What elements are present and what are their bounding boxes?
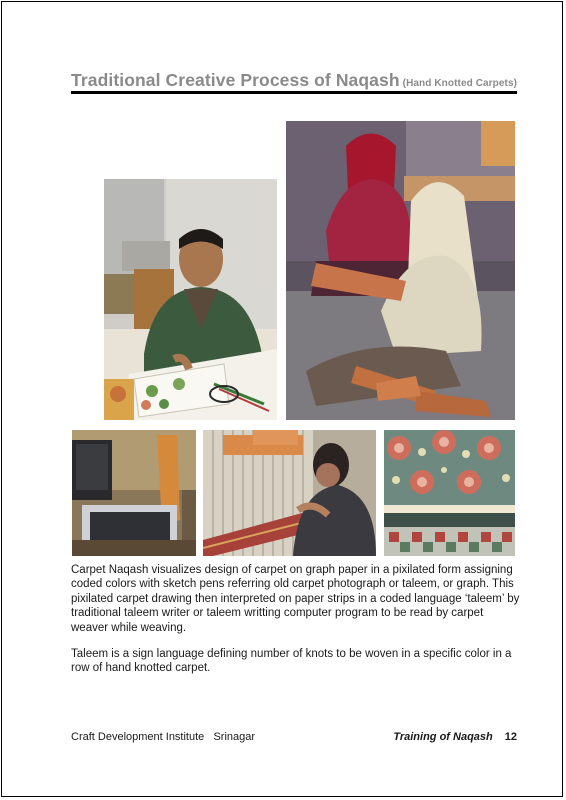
carpet-closeup-photo: [384, 430, 515, 556]
computer-printer-photo: [72, 430, 196, 556]
page-title: [71, 70, 517, 91]
body-paragraph-1: Carpet Naqash visualizes design of carpet on graph paper in a pixilated form assigning coded colors with sketch pens referring old carpet photograph or taleem, or graph. This pixilated carpet drawing then interpreted on paper strips in a coded language ‘taleem’ by traditional taleem writer or taleem writting computer program to be read by carpet weaver while weaving.: [71, 564, 520, 634]
footer-program: Training of Naqash: [393, 731, 493, 743]
title-main: Traditional Creative Process of Naqash: [71, 70, 400, 90]
title-subtitle: (Hand Knotted Carpets): [402, 78, 518, 89]
naqash-designer-photo: [104, 179, 277, 420]
title-rule: [71, 91, 517, 94]
weaver-loom-photo: [203, 430, 376, 556]
footer-institute: Craft Development Institute Srinagar: [71, 731, 256, 743]
body-paragraph-2: Taleem is a sign language defining number of knots to be woven in a specific color in a row of hand knotted carpet.: [71, 648, 512, 675]
taleem-writers-photo: [286, 121, 515, 420]
page-number: 12: [504, 731, 517, 743]
footer-right: [393, 731, 517, 743]
